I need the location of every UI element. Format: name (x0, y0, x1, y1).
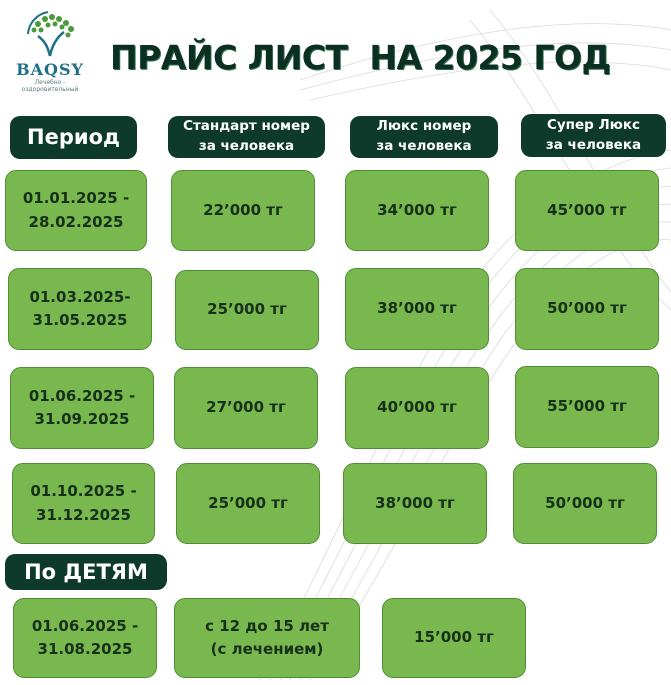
row1-superlux-price: 45’000 тг (547, 200, 627, 219)
children-price: 15’000 тг (414, 628, 494, 647)
children-age-cell (174, 598, 360, 678)
lux-room-header-label: Люкс номер за человека (376, 118, 472, 154)
row4-period: 01.10.2025 - 31.12.2025 (30, 482, 137, 524)
row3-period-cell (10, 367, 154, 449)
row4-superlux-cell (513, 463, 657, 544)
row4-standard-price: 25’000 тг (208, 493, 288, 512)
children-age: с 12 до 15 лет (с лечением) (205, 616, 329, 658)
lux-room-header (350, 116, 498, 158)
standard-room-header (168, 116, 325, 158)
row3-superlux-price: 55’000 тг (547, 397, 627, 416)
row1-standard-cell (171, 170, 315, 251)
row3-lux-price: 40’000 тг (377, 398, 457, 417)
row1-lux-price: 34’000 тг (377, 200, 457, 219)
row1-period: 01.01.2025 - 28.02.2025 (22, 189, 130, 231)
row3-period: 01.06.2025 - 31.09.2025 (28, 386, 136, 428)
row3-lux-cell (345, 367, 489, 449)
row4-lux-cell (343, 463, 487, 544)
row1-period-cell (5, 170, 147, 251)
children-header-label: По ДЕТЯМ (24, 559, 148, 584)
children-header (5, 554, 167, 590)
row2-standard-cell (175, 270, 319, 350)
row2-lux-cell (345, 268, 489, 350)
page-title: ПРАЙС ЛИСТ НА 2025 ГОД (110, 38, 611, 77)
row4-superlux-price: 50’000 тг (545, 493, 625, 512)
superlux-room-header (521, 114, 666, 157)
row4-period-cell (12, 463, 155, 544)
row4-lux-price: 38’000 тг (375, 493, 455, 512)
row4-standard-cell (176, 463, 320, 544)
row1-lux-cell (345, 170, 489, 251)
row1-superlux-cell (515, 170, 659, 251)
row3-superlux-cell (515, 366, 659, 448)
logo-tagline: Лечебно - оздоровительный (21, 79, 79, 93)
row3-standard-cell (174, 367, 318, 449)
row1-standard-price: 22’000 тг (203, 200, 283, 219)
logo-brand-name: BAQSY (16, 60, 84, 79)
row3-standard-price: 27’000 тг (206, 398, 286, 417)
children-period-cell (13, 598, 157, 678)
superlux-room-header-label: Супер Люкс за человека (545, 116, 642, 153)
row2-superlux-price: 50’000 тг (547, 299, 627, 318)
row2-standard-price: 25’000 тг (207, 300, 287, 319)
row2-period: 01.03.2025- 31.05.2025 (29, 287, 131, 329)
standard-room-header-label: Стандарт номер за человека (183, 118, 310, 154)
row2-lux-price: 38’000 тг (377, 299, 457, 318)
period-header-label: Период (27, 125, 120, 150)
period-header (10, 116, 137, 159)
children-period: 01.06.2025 - 31.08.2025 (31, 616, 139, 658)
row2-superlux-cell (515, 268, 659, 350)
children-price-cell (382, 598, 526, 678)
row2-period-cell (8, 268, 152, 350)
